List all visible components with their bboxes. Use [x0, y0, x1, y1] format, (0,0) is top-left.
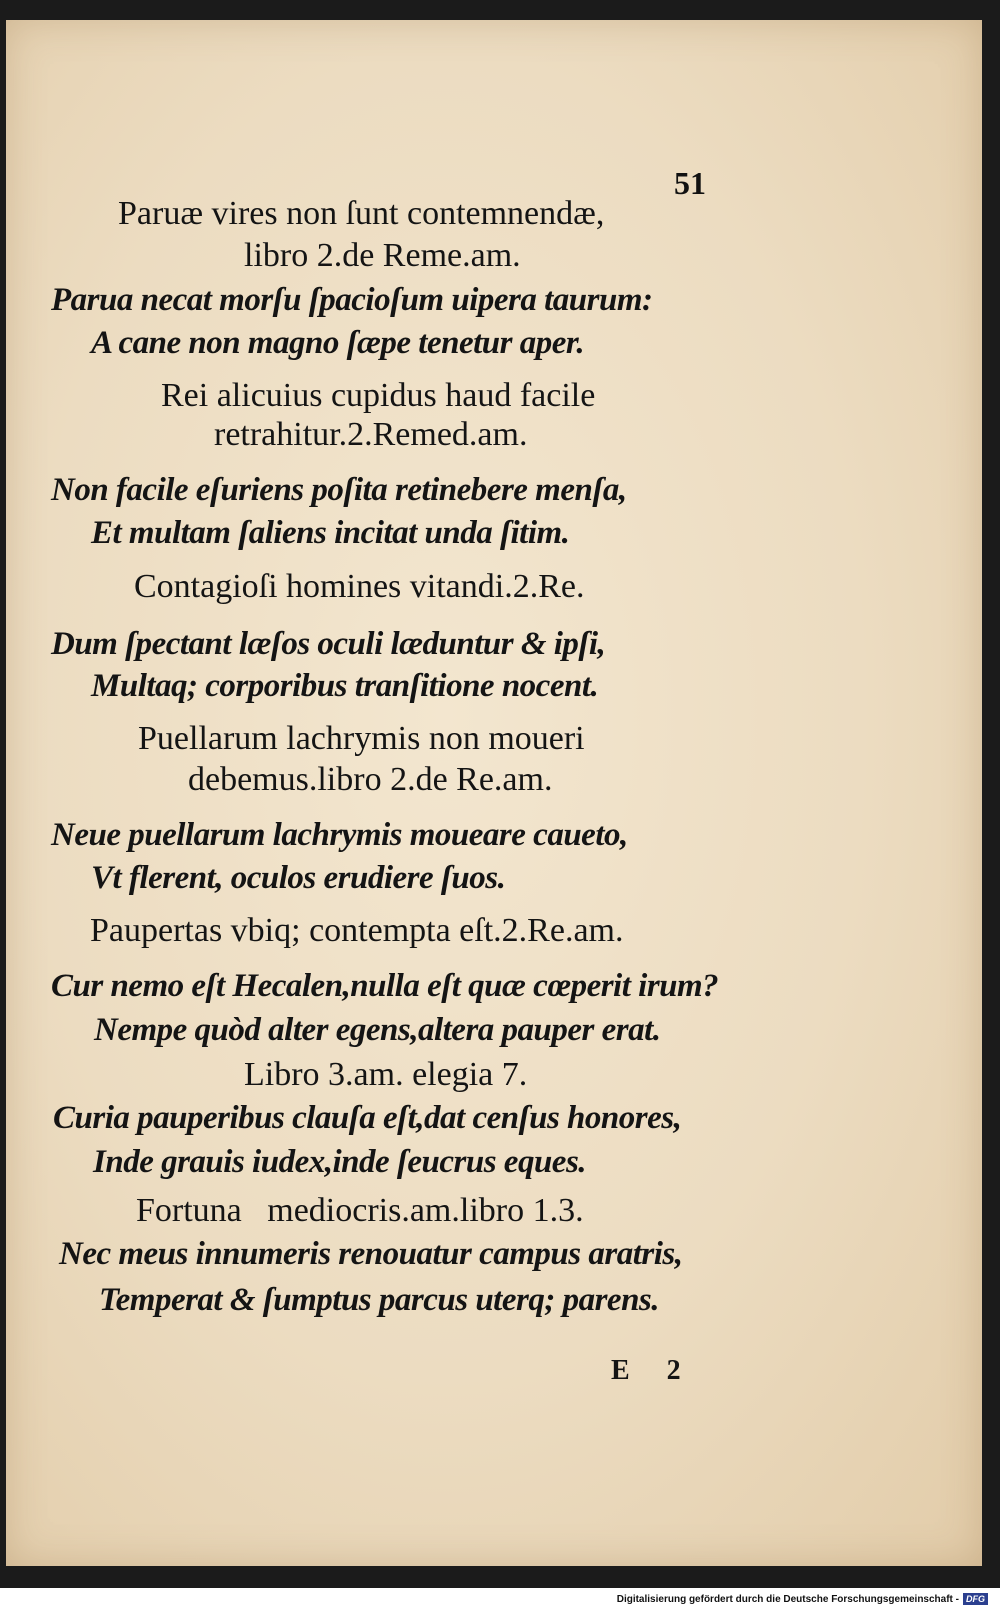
- verse-line: Temperat & ſumptus parcus uterq; parens.: [99, 1282, 660, 1318]
- heading-line: debemus.libro 2.de Re.am.: [188, 761, 553, 798]
- verse-line: Nec meus innumeris renouatur campus aratris,: [59, 1236, 683, 1272]
- verse-line: Non facile eſuriens poſita retinebere menſa,: [51, 472, 627, 508]
- verse-line: Inde grauis iudex,inde ſeucrus eques.: [93, 1144, 587, 1180]
- heading-line: Rei alicuius cupidus haud facile: [161, 377, 596, 414]
- footer-bar: [0, 1588, 1000, 1610]
- heading-line: libro 2.de Reme.am.: [244, 237, 521, 274]
- verse-line: Nempe quòd alter egens,altera pauper erat.: [94, 1012, 661, 1048]
- dfg-logo-icon: DFG: [963, 1593, 988, 1605]
- verse-line: Parua necat morſu ſpacioſum uipera taurum:: [51, 282, 653, 318]
- heading-line: Puellarum lachrymis non moueri: [138, 720, 585, 757]
- verse-line: Vt flerent, oculos erudiere ſuos.: [91, 860, 506, 896]
- verse-line: Neue puellarum lachrymis moueare caueto,: [51, 817, 628, 853]
- verse-line: A cane non magno ſæpe tenetur aper.: [91, 325, 585, 361]
- verse-line: Et multam ſaliens incitat unda ſitim.: [91, 515, 570, 551]
- heading-line: Paruæ vires non ſunt contemnendæ,: [118, 195, 605, 232]
- signature-mark: E 2: [611, 1355, 681, 1386]
- verse-line: Dum ſpectant læſos oculi læduntur & ipſi,: [51, 626, 606, 662]
- heading-line: Libro 3.am. elegia 7.: [244, 1056, 528, 1093]
- heading-line: Contagioſi homines vitandi.2.Re.: [134, 568, 585, 605]
- heading-line: retrahitur.2.Remed.am.: [214, 416, 528, 453]
- footer-credit: Digitalisierung gefördert durch die Deutsche Forschungsgemeinschaft -: [616, 1593, 959, 1605]
- heading-line: Paupertas vbiq; contempta eſt.2.Re.am.: [90, 912, 624, 949]
- page-number: 51: [674, 165, 706, 201]
- book-page: [6, 20, 982, 1566]
- heading-line: Fortuna mediocris.am.libro 1.3.: [136, 1192, 584, 1229]
- verse-line: Multaq; corporibus tranſitione nocent.: [91, 668, 599, 704]
- verse-line: Cur nemo eſt Hecalen,nulla eſt quæ cœperit irum?: [51, 968, 719, 1004]
- verse-line: Curia pauperibus clauſa eſt,dat cenſus honores,: [53, 1100, 682, 1136]
